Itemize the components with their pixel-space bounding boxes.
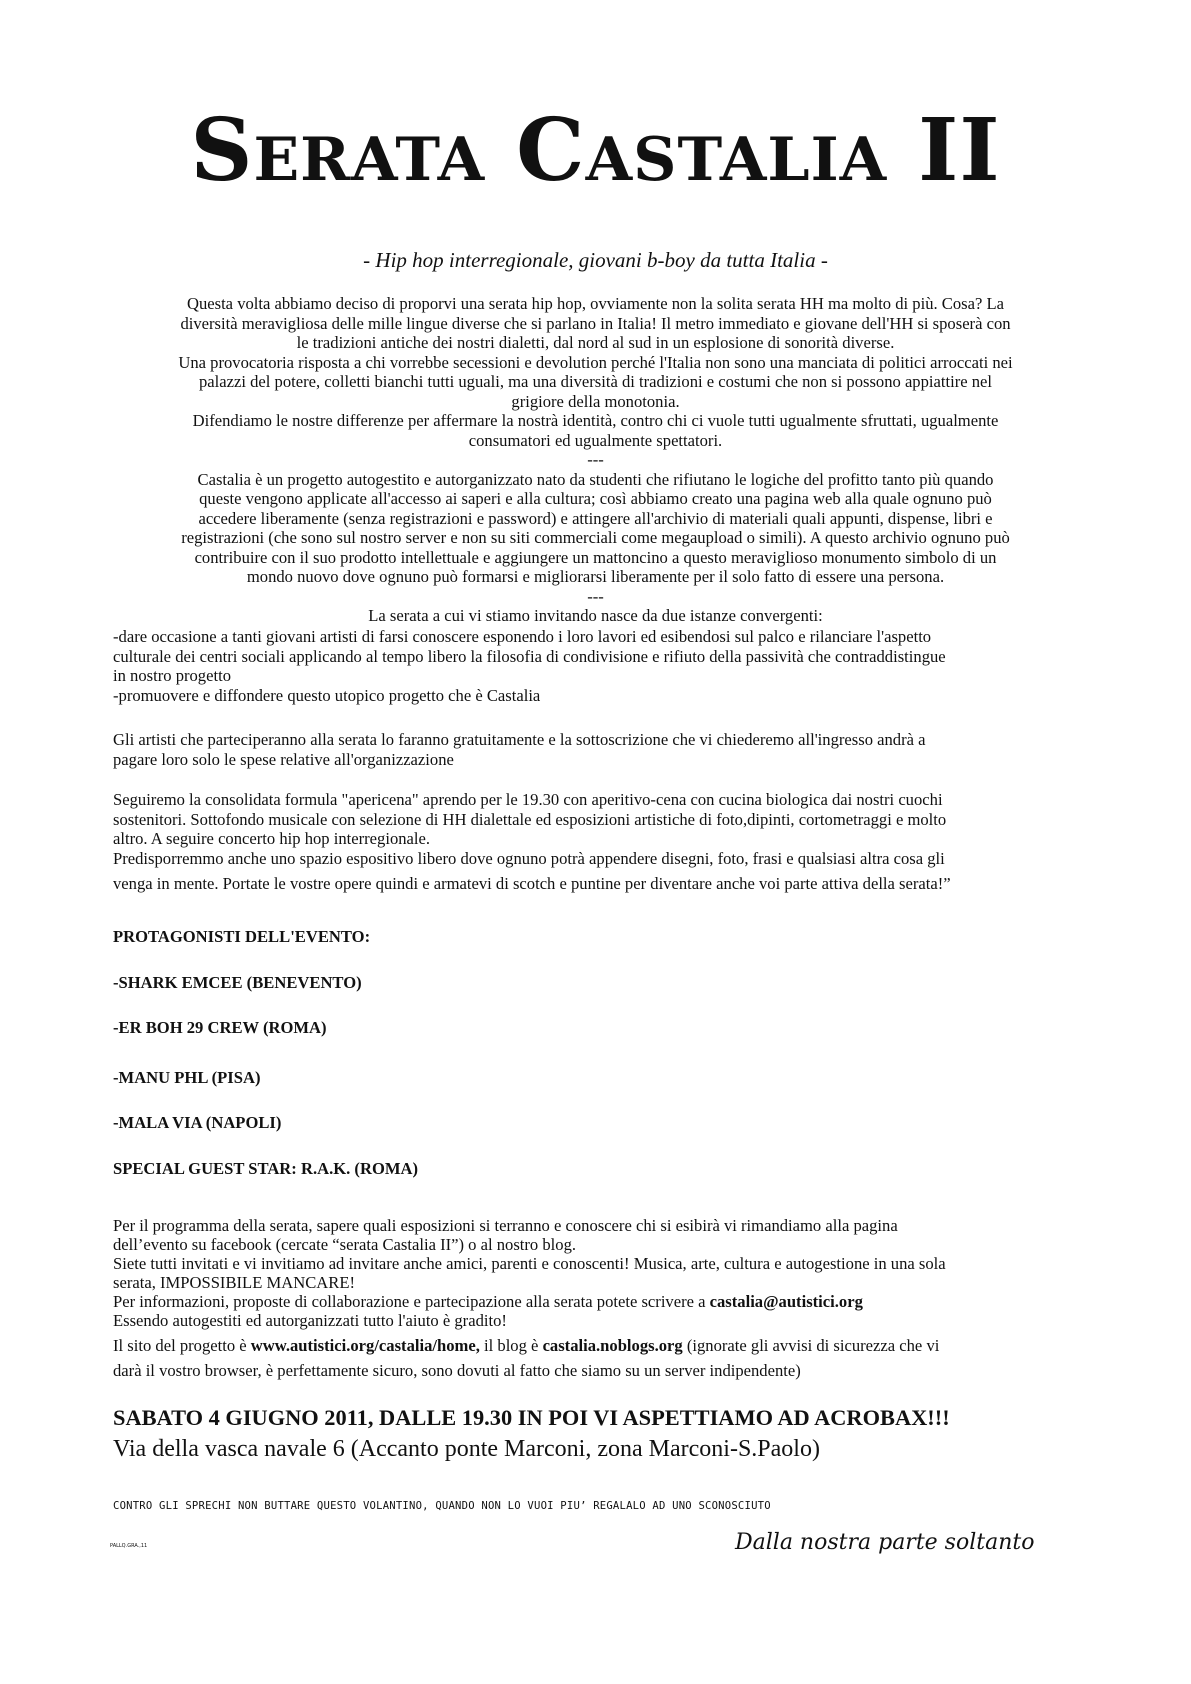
instance-line: -dare occasione a tanti giovani artisti di farsi conoscere esponendo i loro lavori ed esibendosi sul palco e rilanciare l'aspetto xyxy=(113,627,932,646)
intro-line: diversità meravigliosa delle mille lingue diverse che si parlano in Italia! Il metro immediato e giovane dell'HH si sposerà con xyxy=(180,313,1011,333)
info-line: Per il programma della serata, sapere quali esposizioni si terranno e conoscere chi si esibirà vi rimandiamo alla pagina xyxy=(113,1216,898,1235)
info-text: (ignorate gli avvisi di sicurezza che vi xyxy=(682,1336,940,1355)
project-site: www.autistici.org/castalia/home, xyxy=(250,1336,480,1355)
intro-line: La serata a cui vi stiamo invitando nasce da due istanze convergenti: xyxy=(368,606,823,625)
page-title: Serata Castalia II xyxy=(190,100,1001,201)
format-line: sostenitori. Sottofondo musicale con selezione di HH dialettale ed esposizioni artistiche di foto,dipinti, cortometraggi e molto xyxy=(113,809,947,829)
format-line: Seguiremo la consolidata formula "apericena" aprendo per le 19.30 con aperitivo-cena con cucina biologica dai nostri cuochi xyxy=(113,790,943,809)
intro-line: Castalia è un progetto autogestito e autorganizzato nato da studenti che rifiutano le logiche del profitto tanto più quando xyxy=(197,469,994,489)
protagonist-item: -MALA VIA (NAPOLI) xyxy=(113,1113,282,1132)
info-line: Essendo autogestiti ed autorganizzati tutto l'aiuto è gradito! xyxy=(113,1311,507,1330)
artists-block xyxy=(113,730,1085,769)
intro-line: le tradizioni antiche dei nostri dialetti, dal nord al sud in un esplosione di sonorità diverse. xyxy=(296,333,895,352)
project-blog: castalia.noblogs.org xyxy=(542,1336,683,1355)
info-text: il blog è xyxy=(479,1336,543,1355)
artists-line: Gli artisti che parteciperanno alla serata lo faranno gratuitamente e la sottoscrizione che vi chiederemo all'ingresso andrà a xyxy=(113,730,926,749)
info-line: dell’evento su facebook (cercate “serata Castalia II”) o al nostro blog. xyxy=(113,1235,577,1254)
artists-line: pagare loro solo le spese relative all'organizzazione xyxy=(113,749,454,769)
separator: --- xyxy=(587,586,604,606)
format-line: altro. A seguire concerto hip hop interregionale. xyxy=(113,829,431,848)
info-line: darà il vostro browser, è perfettamente sicuro, sono dovuti al fatto che siamo su un server indipendente) xyxy=(113,1361,801,1380)
special-guest: SPECIAL GUEST STAR: R.A.K. (ROMA) xyxy=(113,1159,419,1178)
intro-line: registrazioni (che sono sul nostro server e non su siti commerciali come megaupload o simili). A questo archivio ognuno può xyxy=(181,528,1010,547)
intro-line: contribuire con il suo prodotto intellettuale e aggiungere un mattoncino a questo meraviglioso monumento simbolo di un xyxy=(194,547,997,567)
protagonist-item: -SHARK EMCEE (BENEVENTO) xyxy=(113,973,362,992)
intro-line: accedere liberamente (senza registrazioni e password) e attingere all'archivio di materiali quali appunti, dispense, libri e xyxy=(198,508,993,528)
footer-note: CONTRO GLI SPRECHI NON BUTTARE QUESTO VOLANTINO, QUANDO NON LO VUOI PIU’ REGALALO AD UNO SCONOSCIUTO xyxy=(113,1500,771,1512)
protagonist-item: -MANU PHL (PISA) xyxy=(113,1068,261,1087)
instance-line: culturale dei centri sociali applicando al tempo libero la filosofia di condivisione e rifiuto della passività che contraddistingue xyxy=(113,646,946,666)
info-line: Siete tutti invitati e vi invitiamo ad invitare anche amici, parenti e conoscenti! Musica, arte, cultura e autogestione in una sola xyxy=(113,1254,946,1273)
event-date: SABATO 4 GIUGNO 2011, DALLE 19.30 IN POI VI ASPETTIAMO AD ACROBAX!!! xyxy=(113,1405,950,1430)
page-subtitle: - Hip hop interregionale, giovani b-boy da tutta Italia - xyxy=(363,248,828,272)
info-line: serata, IMPOSSIBILE MANCARE! xyxy=(113,1273,355,1292)
format-block xyxy=(113,790,1085,894)
intro-line: Una provocatoria risposta a chi vorrebbe secessioni e devolution perché l'Italia non sono una manciata di politici arroccati nei xyxy=(178,352,1013,372)
info-text: Il sito del progetto è xyxy=(113,1336,251,1355)
intro-line: Questa volta abbiamo deciso di proporvi una serata hip hop, ovviamente non la solita serata HH ma molto di più. Cosa? La xyxy=(186,294,1005,313)
intro-line: mondo nuovo dove ognuno può formarsi e migliorarsi liberamente per il solo fatto di essere una persona. xyxy=(246,567,945,586)
info-block xyxy=(113,1216,1085,1380)
intro-line: palazzi del potere, colletti bianchi tutti uguali, ma una diversità di tradizioni e costumi che non si possono appiattire nel xyxy=(198,372,993,391)
intro-line: grigiore della monotonia. xyxy=(511,391,680,411)
instance-line: -promuovere e diffondere questo utopico progetto che è Castalia xyxy=(113,685,541,705)
info-line xyxy=(113,1336,1085,1355)
instance-line: in nostro progetto xyxy=(113,666,231,685)
protagonists-heading: PROTAGONISTI DELL'EVENTO: xyxy=(113,927,371,946)
contact-email: castalia@autistici.org xyxy=(709,1292,863,1311)
info-text: Per informazioni, proposte di collaborazione e partecipazione alla serata potete scrivere a xyxy=(113,1292,710,1311)
intro-line: queste vengono applicate all'accesso ai saperi e alla cultura; così abbiamo creato una pagina web alla quale ognuno può xyxy=(199,489,992,508)
intro-block xyxy=(108,294,1083,626)
intro-line: consumatori ed ugualmente spettatori. xyxy=(468,430,723,450)
format-line: Predisporremmo anche uno spazio espositivo libero dove ognuno potrà appendere disegni, foto, frasi e qualsiasi altra cosa gli xyxy=(113,848,945,868)
format-line: venga in mente. Portate le vostre opere quindi e armatevi di scotch e puntine per diventare anche voi parte attiva della serata!” xyxy=(113,874,951,893)
instances-block xyxy=(113,627,1085,705)
protagonist-item: -ER BOH 29 CREW (ROMA) xyxy=(113,1018,327,1037)
event-address: Via della vasca navale 6 (Accanto ponte Marconi, zona Marconi-S.Paolo) xyxy=(113,1436,820,1462)
footer-tiny-text: PALLQ.GRA.,11 xyxy=(110,1543,148,1549)
separator: --- xyxy=(587,450,604,469)
info-line xyxy=(113,1292,1085,1311)
intro-line: Difendiamo le nostre differenze per affermare la nostrà identità, contro chi ci vuole tutti ugualmente sfruttati, ugualmente xyxy=(192,411,999,430)
signature: Dalla nostra parte soltanto xyxy=(735,1530,1035,1555)
